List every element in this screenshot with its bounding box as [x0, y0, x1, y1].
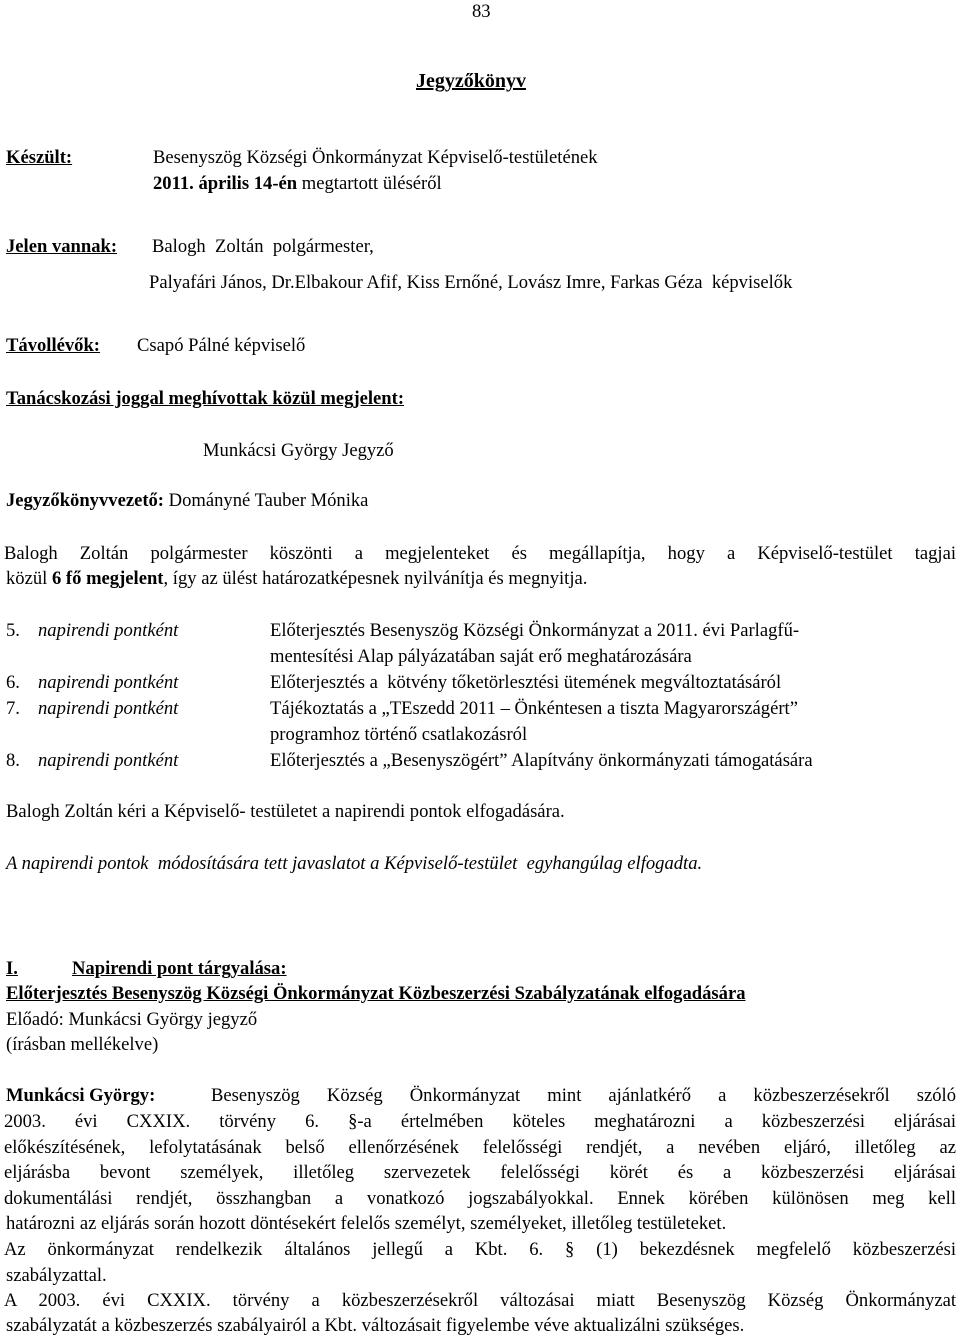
agenda-item-label: napirendi pontként	[38, 672, 179, 693]
jelen-label: Jelen vannak:	[6, 236, 118, 257]
page-number: 83	[472, 1, 491, 22]
section-attachment: (írásban mellékelve)	[6, 1034, 159, 1055]
tanacskozasi-value: Munkácsi György Jegyző	[203, 440, 394, 461]
tanacskozasi-label: Tanácskozási joggal meghívottak közül megjelent:	[6, 388, 405, 409]
keszult-label: Készült:	[6, 147, 73, 168]
document-title: Jegyzőkönyv	[416, 70, 526, 92]
speech-line: A 2003. évi CXXIX. törvény a közbeszerzésekről változásai miatt Besenyszög Község Önkormányzat	[4, 1290, 956, 1311]
agenda-item-text: Előterjesztés a kötvény tőketörlesztési ütemének megváltoztatásáról	[270, 672, 782, 693]
jegyzokonyvvezeto-label: Jegyzőkönyvvezető:	[6, 490, 165, 511]
request-text: Balogh Zoltán kéri a Képviselő- testületet a napirendi pontok elfogadására.	[6, 801, 565, 822]
agenda-item-number: 5.	[6, 620, 20, 641]
agenda-item-number: 8.	[6, 750, 20, 771]
jelen-line2: Palyafári János, Dr.Elbakour Afif, Kiss Ernőné, Lovász Imre, Farkas Géza képviselők	[149, 272, 793, 293]
section-title: Napirendi pont tárgyalása:	[72, 958, 287, 979]
speaker-name: Munkácsi György:	[6, 1085, 156, 1106]
attendance-count: 6 fő	[51, 568, 82, 589]
speech-line: 2003. évi CXXIX. törvény 6. §-a értelmében köteles meghatározni a közbeszerzési eljárásai	[4, 1111, 956, 1132]
agenda-item-text: Tájékoztatás a „TEszedd 2011 – Önkéntesen a tiszta Magyarországért”	[270, 698, 798, 719]
speech-line: szabályzatát a közbeszerzés szabályairól a Kbt. változásait figyelembe véve aktualizálni szükséges.	[6, 1315, 745, 1336]
session-date-rest: megtartott üléséről	[301, 173, 442, 194]
speech-line: Besenyszög Község Önkormányzat mint ajánlatkérő a közbeszerzésekről szóló	[211, 1085, 956, 1106]
section-roman: I.	[6, 958, 18, 979]
jegyzokonyvvezeto-value: Dományné Tauber Mónika	[168, 490, 369, 511]
agenda-item-text-cont: programhoz történő csatlakozásról	[270, 724, 528, 745]
agenda-item-number: 6.	[6, 672, 20, 693]
jelen-line1: Balogh Zoltán polgármester,	[152, 236, 374, 257]
agenda-item-text: Előterjesztés Besenyszög Községi Önkormányzat a 2011. évi Parlagfű-	[270, 620, 800, 641]
tavollevok-value: Csapó Pálné képviselő	[137, 335, 306, 356]
speech-line: dokumentálási rendjét, összhangban a vonatkozó jogszabályokkal. Ennek körében különösen meg kell	[4, 1188, 956, 1209]
agenda-item-text-cont: mentesítési Alap pályázatában saját erő meghatározására	[270, 646, 692, 667]
agenda-item-text: Előterjesztés a „Besenyszögért” Alapítvány önkormányzati támogatására	[270, 750, 813, 771]
intro-line1: Balogh Zoltán polgármester köszönti a megjelenteket és megállapítja, hogy a Képviselő-testület tagjai	[4, 543, 956, 564]
accepted-text: A napirendi pontok módosítására tett javaslatot a Képviselő-testület egyhangúlag elfogadta.	[6, 853, 703, 874]
agenda-item-label: napirendi pontként	[38, 698, 179, 719]
keszult-line2	[153, 173, 442, 195]
speech-line: eljárásba bevont személyek, illetőleg szervezetek felelősségi körét és a közbeszerzési eljárásai	[4, 1162, 956, 1183]
jegyzokonyvvezeto-line	[6, 490, 368, 512]
section-presenter: Előadó: Munkácsi György jegyző	[6, 1009, 258, 1030]
speech-line: előkészítésének, lefolytatásának belső ellenőrzésének felelősségi rendjét, a nevében eljáró, illetőleg az	[4, 1137, 956, 1158]
tavollevok-label: Távollévők:	[6, 335, 101, 356]
keszult-line1: Besenyszög Községi Önkormányzat Képviselő-testületének	[153, 147, 598, 168]
speech-line: szabályzattal.	[6, 1265, 107, 1286]
section-subtitle: Előterjesztés Besenyszög Községi Önkormányzat Közbeszerzési Szabályzatának elfogadására	[6, 983, 746, 1004]
speech-line: határozni az eljárás során hozott döntésekért felelős személyt, személyeket, illetőleg testületeket.	[6, 1213, 727, 1234]
agenda-item-label: napirendi pontként	[38, 620, 179, 641]
agenda-item-label: napirendi pontként	[38, 750, 179, 771]
intro-line2: közül 6 fő megjelent, így az ülést határozatképesnek nyilvánítja és megnyitja.	[6, 568, 588, 589]
speech-line: Az önkormányzat rendelkezik általános jellegű a Kbt. 6. § (1) bekezdésnek megfelelő közbeszerzési	[4, 1239, 956, 1260]
session-date: 2011. április 14-én	[153, 173, 298, 194]
agenda-item-number: 7.	[6, 698, 20, 719]
